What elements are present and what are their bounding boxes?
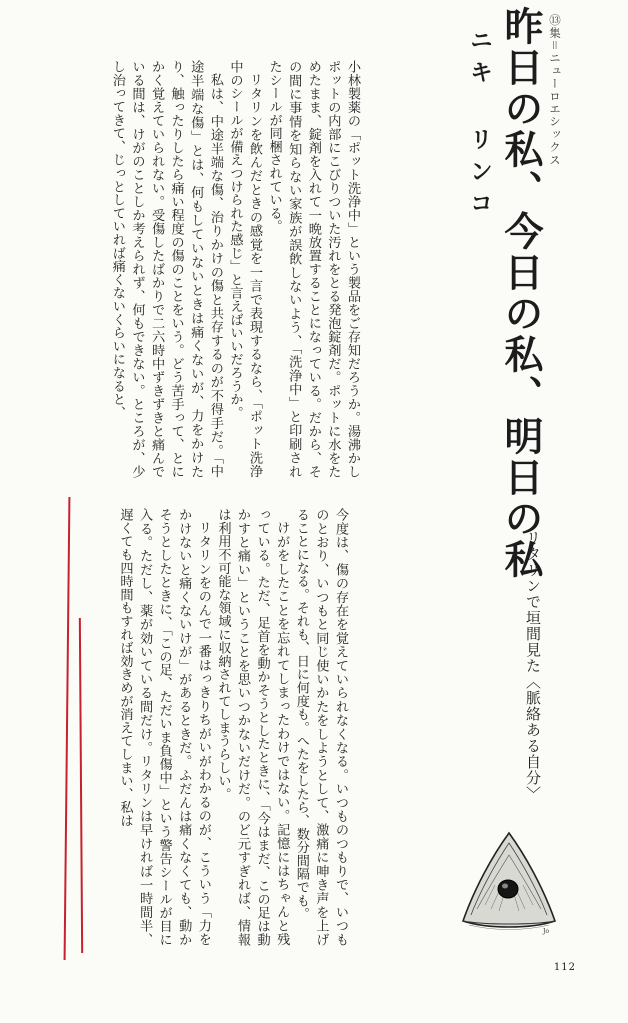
body-text-lower [115, 508, 350, 946]
body-text-upper [107, 60, 362, 478]
author-name: ニキ リンコ [466, 28, 492, 223]
paragraph: けがをしたことを忘れてしまったわけではない。記憶にはちゃんと残っている。ただ、足首を動かそうとしたときに、「今はまだ、この足は動かすと痛い」ということを思いつかないだけだ。のど元すぎれば、情報は利用不可能な領域に収納されてしまうらしい。 [215, 508, 290, 946]
paragraph: 小林製薬の「ポット洗浄中」という製品をご存知だろうか。湯沸かしポットの内部にこびりついた汚れをとる発泡錠剤だ。ポットに水をためたまま、錠剤を入れて一晩放置することになっている。だから、その間に事情を知らない家族が誤飲しないよう、「洗浄中」と印刷されたシールが同梱されている。 [266, 60, 360, 478]
paragraph: リタリンをのんで一番はっきりちがいがわかるのが、こういう「力をかけないと痛くないけが」があるときだ。ふだんは痛くなくても、動かそうとしたときに、「この足、ただいま負傷中」という警告シールが目に入る。ただし、薬が効いている間だけ。リタリンは早ければ一時間半、遅くても四時間もすれば効きめが消えてしまい、私は [117, 508, 211, 946]
paragraph: 私は、中途半端な傷、治りかけの傷と共存するのが不得手だ。「中途半端な傷」とは、何もしていないときは痛くないが、力をかけたり、触ったりしたら痛い程度の傷のことをいう。どう苦手って、とにかく覚えていられない。受傷したばかりで二六時中ずきずきと痛んでいる間は、けがのことしか考えられず、何もできない。ところが、少し治ってきて、じっとしていれば痛くないくらいになると、 [109, 60, 223, 478]
article-subtitle: リタリンで垣間見た〈脈絡ある自分〉 [524, 530, 542, 802]
paragraph: 今度は、傷の存在を覚えていられなくなる。いつものつもりで、いつものとおり、いつもと同じ使いかたをしようとして、激痛に呻き声を上げることになる。それも、日に何度も。へたをしたら、数分間隔でも。 [293, 508, 348, 946]
page-number: 112 [553, 962, 576, 973]
red-underline-mark [79, 618, 83, 953]
paragraph: リタリンを飲んだときの感覚を一言で表現するなら、「ポット洗浄中のシールが備えつけられた感じ」と言えばいいだろうか。 [227, 60, 263, 478]
article-title: 昨日の私、今日の私、明日の私 [498, 6, 543, 580]
series-label: ⑬集＝ニューロエシックス [548, 14, 562, 167]
red-underline-mark [64, 497, 71, 960]
illustration-signature: Jo [543, 928, 550, 935]
pen-sketch-illustration [455, 825, 563, 937]
